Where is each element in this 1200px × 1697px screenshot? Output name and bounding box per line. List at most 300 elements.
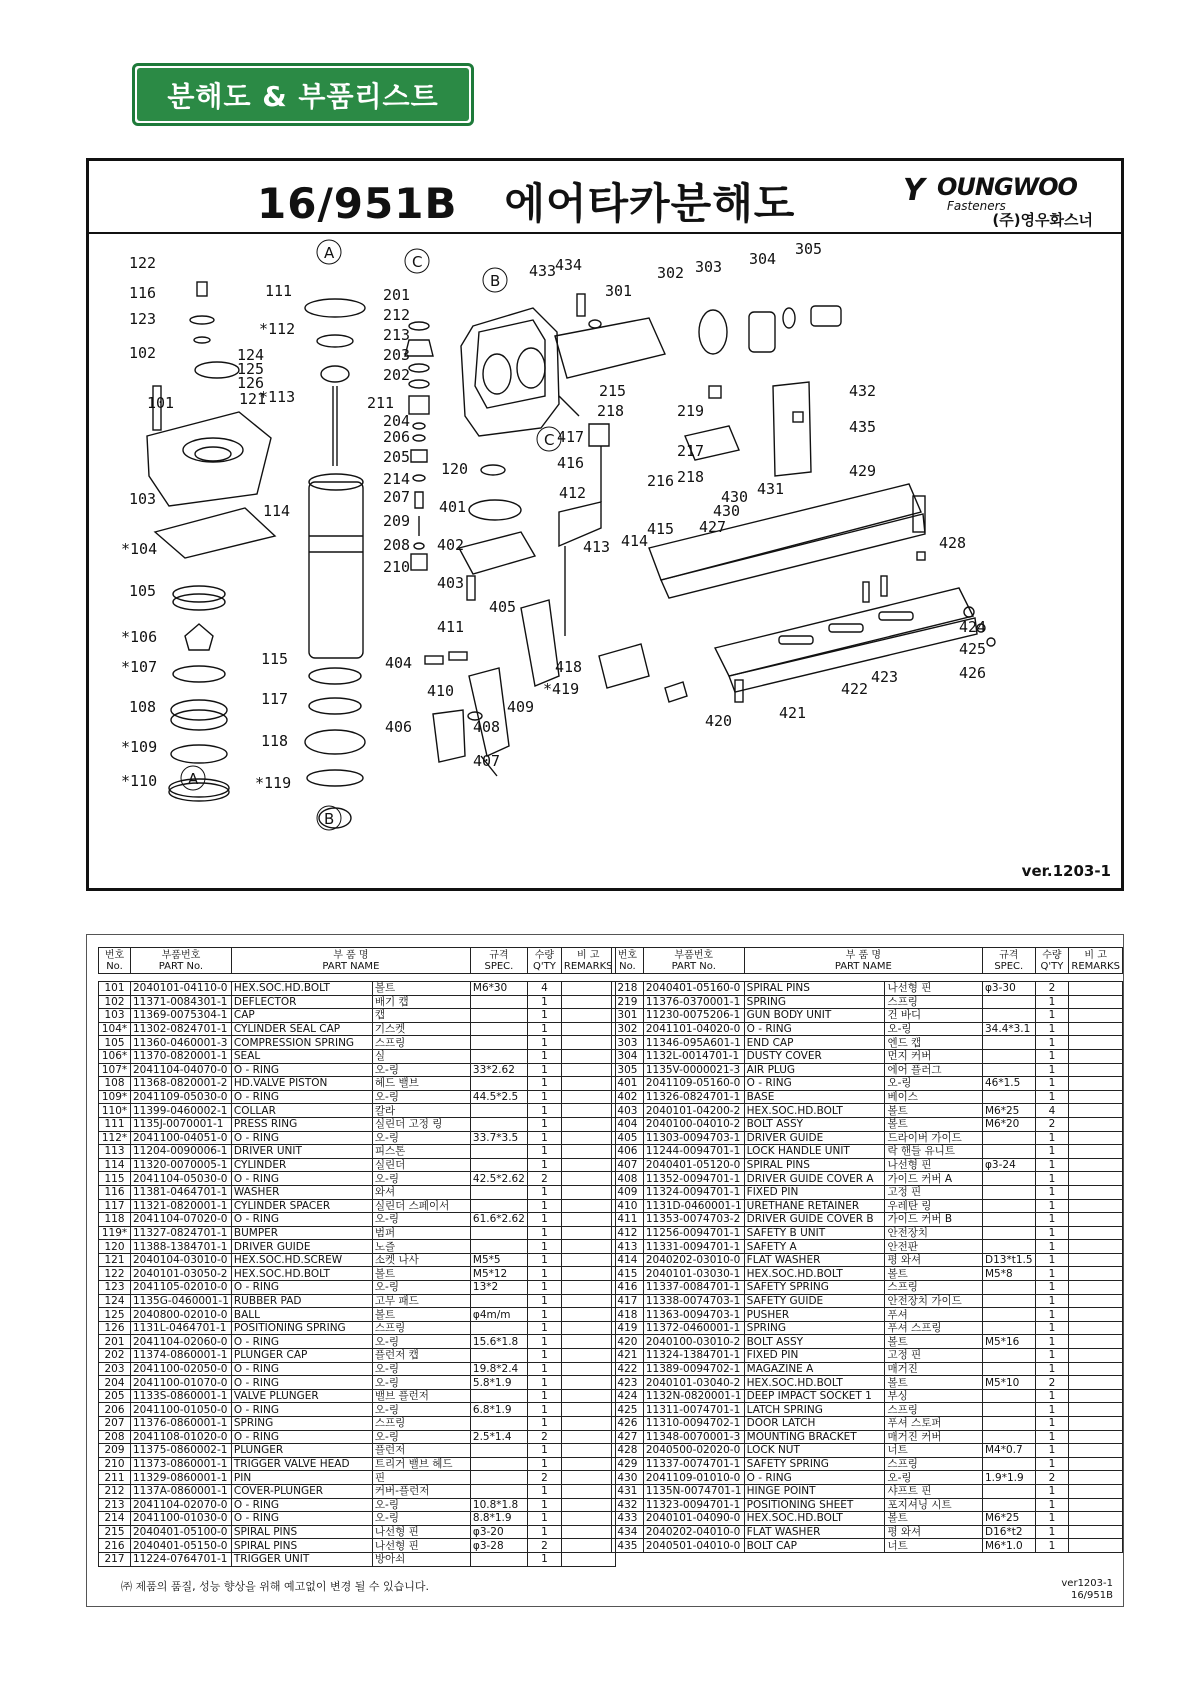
table-cell: 215 [99, 1525, 131, 1539]
table-cell: 405 [612, 1131, 644, 1145]
table-cell: SPIRAL PINS [744, 1158, 885, 1172]
section-badge-label: 분해도 & 부품리스트 [137, 68, 469, 121]
table-cell: 1 [527, 1403, 561, 1417]
table-cell: 샤프트 핀 [885, 1484, 983, 1498]
table-cell: 1 [1035, 1213, 1069, 1227]
table-cell: 2 [527, 1172, 561, 1186]
table-cell: 오-링 [372, 1335, 470, 1349]
header-qty: 수량 Q'TY [1035, 948, 1069, 974]
table-cell [561, 1362, 615, 1376]
table-row [99, 1539, 616, 1553]
table-cell: 11326-0824701-1 [643, 1090, 744, 1104]
table-cell: 실린더 [372, 1158, 470, 1172]
table-cell [1069, 982, 1123, 996]
table-row [99, 1349, 616, 1363]
table-cell [470, 1484, 527, 1498]
table-cell [561, 1308, 615, 1322]
svg-text:B: B [324, 810, 335, 828]
table-cell: 416 [612, 1281, 644, 1295]
table-cell [1069, 1240, 1123, 1254]
table-cell: 2 [1035, 1471, 1069, 1485]
table-cell: 1 [527, 995, 561, 1009]
table-cell: AIR PLUG [744, 1063, 885, 1077]
table-cell: 11329-0860001-1 [131, 1471, 232, 1485]
table-row [612, 1253, 1123, 1267]
logo-korean: (주)영우화스너 [992, 211, 1093, 229]
table-row [612, 1226, 1123, 1240]
table-cell: DRIVER GUIDE [744, 1131, 885, 1145]
table-cell: 435 [612, 1539, 644, 1553]
table-cell: 1131L-0464701-1 [131, 1321, 232, 1335]
table-cell [561, 1376, 615, 1390]
callout-number: 122 [129, 254, 157, 272]
table-cell: O - RING [231, 1430, 372, 1444]
table-cell: 1 [527, 1158, 561, 1172]
table-cell: M6*25 [983, 1512, 1036, 1526]
header-remarks: 비 고 REMARKS [561, 948, 615, 974]
table-cell: PUSHER [744, 1308, 885, 1322]
table-row [612, 1376, 1123, 1390]
table-cell [983, 1389, 1036, 1403]
callout-number: *113 [259, 388, 296, 406]
table-cell: 11388-1384701-1 [131, 1240, 232, 1254]
table-cell: 1 [1035, 1430, 1069, 1444]
table-header-row [612, 948, 1123, 974]
table-cell: 119* [99, 1226, 131, 1240]
callout-number: 214 [383, 470, 411, 488]
table-cell: 실린더 스페이서 [372, 1199, 470, 1213]
table-cell: 나선형 핀 [372, 1539, 470, 1553]
callout-number: 219 [677, 402, 705, 420]
table-cell: 4 [1035, 1104, 1069, 1118]
table-cell: 2041109-05160-0 [643, 1077, 744, 1091]
header-no: 번호 No. [99, 948, 131, 974]
table-cell: GUN BODY UNIT [744, 1009, 885, 1023]
table-cell [561, 995, 615, 1009]
callout-number: 408 [473, 718, 501, 736]
table-cell: 2040101-04200-2 [643, 1104, 744, 1118]
table-row [99, 1294, 616, 1308]
table-row [99, 1240, 616, 1254]
table-cell: 430 [612, 1471, 644, 1485]
callout-number: 114 [263, 502, 291, 520]
table-cell: 1 [1035, 1077, 1069, 1091]
table-cell: 11370-0820001-1 [131, 1049, 232, 1063]
table-cell [470, 1158, 527, 1172]
table-cell: 121 [99, 1253, 131, 1267]
table-row [612, 1063, 1123, 1077]
table-cell: 먼지 커버 [885, 1049, 983, 1063]
table-row [612, 1349, 1123, 1363]
table-cell: 10.8*1.8 [470, 1498, 527, 1512]
table-cell: 실 [372, 1049, 470, 1063]
callout-number: 202 [383, 366, 411, 384]
table-cell [1069, 1158, 1123, 1172]
table-cell: 422 [612, 1362, 644, 1376]
table-cell: 1 [1035, 1199, 1069, 1213]
table-cell [561, 1512, 615, 1526]
table-cell: 1 [1035, 1158, 1069, 1172]
callout-number: 117 [261, 690, 289, 708]
table-cell: FLAT WASHER [744, 1525, 885, 1539]
table-cell: 11348-0070001-3 [643, 1430, 744, 1444]
table-cell: 402 [612, 1090, 644, 1104]
table-cell [983, 1090, 1036, 1104]
svg-text:A: A [324, 244, 335, 262]
table-cell: 기스켓 [372, 1022, 470, 1036]
callout-number: 124 [237, 346, 265, 364]
table-cell [1069, 1321, 1123, 1335]
table-cell: DUSTY COVER [744, 1049, 885, 1063]
table-cell: 오-링 [372, 1376, 470, 1390]
table-cell [470, 1444, 527, 1458]
table-cell: 1 [1035, 1036, 1069, 1050]
table-cell: 1135V-0000021-3 [643, 1063, 744, 1077]
table-cell: 핀 [372, 1471, 470, 1485]
table-cell: RUBBER PAD [231, 1294, 372, 1308]
table-row [612, 1512, 1123, 1526]
table-cell: CYLINDER SEAL CAP [231, 1022, 372, 1036]
table-row [612, 1539, 1123, 1553]
table-cell: 210 [99, 1457, 131, 1471]
table-cell: 11376-0370001-1 [643, 995, 744, 1009]
table-cell: 고정 핀 [885, 1185, 983, 1199]
table-cell: 오-링 [372, 1172, 470, 1186]
table-cell: O - RING [231, 1376, 372, 1390]
table-cell: 1135N-0074701-1 [643, 1484, 744, 1498]
callout-number: 413 [583, 538, 611, 556]
table-cell: 1 [1035, 1308, 1069, 1322]
table-cell: 오-링 [372, 1213, 470, 1227]
table-cell: HEX.SOC.HD.SCREW [231, 1253, 372, 1267]
table-cell: 1 [1035, 1484, 1069, 1498]
table-cell: 112* [99, 1131, 131, 1145]
table-row [99, 1077, 616, 1091]
table-cell: 1 [527, 1525, 561, 1539]
table-cell: 1 [1035, 1389, 1069, 1403]
table-cell: 1 [1035, 1294, 1069, 1308]
callout-number: *119 [255, 774, 292, 792]
table-cell [1069, 1376, 1123, 1390]
table-cell [561, 1335, 615, 1349]
table-cell: 304 [612, 1049, 644, 1063]
table-cell [1069, 1199, 1123, 1213]
table-cell: 1 [1035, 1090, 1069, 1104]
callout-number: 101 [147, 394, 175, 412]
header-qty: 수량 Q'TY [527, 948, 561, 974]
table-cell: 오-링 [372, 1498, 470, 1512]
table-cell: 오-링 [885, 1022, 983, 1036]
table-row [612, 1185, 1123, 1199]
callout-number: 412 [559, 484, 587, 502]
table-cell: 108 [99, 1077, 131, 1091]
table-cell [561, 1430, 615, 1444]
table-cell: 1 [1035, 1022, 1069, 1036]
svg-text:B: B [490, 272, 501, 290]
table-cell: 볼트 [885, 1512, 983, 1526]
table-cell: 오-링 [372, 1403, 470, 1417]
table-row [612, 1240, 1123, 1254]
table-cell: 201 [99, 1335, 131, 1349]
table-cell: O - RING [744, 1022, 885, 1036]
table-cell: PRESS RING [231, 1117, 372, 1131]
table-cell: 305 [612, 1063, 644, 1077]
table-row [612, 982, 1123, 996]
callout-number: 203 [383, 346, 411, 364]
table-cell: CYLINDER SPACER [231, 1199, 372, 1213]
callout-number: 210 [383, 558, 411, 576]
table-cell [470, 1349, 527, 1363]
table-cell: BUMPER [231, 1226, 372, 1240]
diagram-title: 16/951B 에어타카분해도 [257, 179, 796, 228]
logo-mark: Y [903, 173, 925, 208]
table-cell: 2040101-04090-0 [643, 1512, 744, 1526]
table-cell: FIXED PIN [744, 1349, 885, 1363]
table-cell: 2040100-03010-2 [643, 1335, 744, 1349]
callout-number: 421 [779, 704, 807, 722]
table-cell: 124 [99, 1294, 131, 1308]
table-cell: 2040501-04010-0 [643, 1539, 744, 1553]
table-cell: 420 [612, 1335, 644, 1349]
table-cell: LATCH SPRING [744, 1403, 885, 1417]
table-row [612, 1308, 1123, 1322]
table-cell: 2041101-04020-0 [643, 1022, 744, 1036]
table-row [99, 1498, 616, 1512]
table-cell: 419 [612, 1321, 644, 1335]
callout-number: 212 [383, 306, 411, 324]
table-cell: 1 [1035, 1253, 1069, 1267]
table-cell [470, 1117, 527, 1131]
table-row [612, 1213, 1123, 1227]
table-cell: 매거진 [885, 1362, 983, 1376]
table-cell: 2040202-03010-0 [643, 1253, 744, 1267]
table-cell: 안전장치 [885, 1226, 983, 1240]
diagram-title-row [89, 161, 1121, 234]
table-cell: 너트 [885, 1444, 983, 1458]
table-cell: O - RING [231, 1403, 372, 1417]
table-cell: 1 [1035, 1145, 1069, 1159]
table-row [612, 1104, 1123, 1118]
table-cell [1069, 1457, 1123, 1471]
table-cell: φ3-24 [983, 1158, 1036, 1172]
table-cell: 11323-0094701-1 [643, 1498, 744, 1512]
table-cell: CYLINDER [231, 1158, 372, 1172]
table-row [99, 1104, 616, 1118]
table-cell: 19.8*2.4 [470, 1362, 527, 1376]
table-row [99, 1430, 616, 1444]
table-cell [983, 1185, 1036, 1199]
table-row [612, 1036, 1123, 1050]
table-cell: 202 [99, 1349, 131, 1363]
table-cell: 205 [99, 1389, 131, 1403]
table-row [99, 1484, 616, 1498]
diagram-version: ver.1203-1 [1021, 862, 1111, 880]
callout-number: 417 [557, 428, 585, 446]
callout-number: 217 [677, 442, 705, 460]
table-cell: 11374-0860001-1 [131, 1349, 232, 1363]
table-row [612, 1403, 1123, 1417]
table-cell [1069, 1077, 1123, 1091]
callout-number: 404 [385, 654, 413, 672]
callout-number: 102 [129, 344, 157, 362]
table-cell [561, 1471, 615, 1485]
table-cell: 1 [527, 1240, 561, 1254]
table-cell: 엔드 캡 [885, 1036, 983, 1050]
table-cell: 2 [527, 1430, 561, 1444]
exploded-view-drawing [89, 236, 1121, 888]
table-cell: 413 [612, 1240, 644, 1254]
table-cell [561, 1022, 615, 1036]
table-cell: 캡 [372, 1009, 470, 1023]
table-cell: 2040104-03010-0 [131, 1253, 232, 1267]
table-cell: 11338-0074703-1 [643, 1294, 744, 1308]
table-cell: 409 [612, 1185, 644, 1199]
table-cell: DEEP IMPACT SOCKET 1 [744, 1389, 885, 1403]
table-cell: 414 [612, 1253, 644, 1267]
table-cell: O - RING [231, 1063, 372, 1077]
table-cell: SAFETY GUIDE [744, 1294, 885, 1308]
table-cell: 11224-0764701-1 [131, 1552, 232, 1566]
callout-number: 430 [713, 502, 741, 520]
callout-number: *109 [121, 738, 158, 756]
table-cell: 214 [99, 1512, 131, 1526]
table-cell [561, 1389, 615, 1403]
table-cell: 115 [99, 1172, 131, 1186]
table-cell: 1135G-0460001-1 [131, 1294, 232, 1308]
table-row [612, 1389, 1123, 1403]
callout-number: 434 [555, 256, 583, 274]
table-cell: 오-링 [372, 1362, 470, 1376]
table-cell: M5*10 [983, 1376, 1036, 1390]
table-cell: 오-링 [372, 1131, 470, 1145]
callout-number: 215 [599, 382, 627, 400]
table-cell: 스프링 [885, 1457, 983, 1471]
callout-number: 433 [529, 262, 557, 280]
callout-number: 428 [939, 534, 967, 552]
table-cell [1069, 995, 1123, 1009]
table-row [612, 1430, 1123, 1444]
table-cell [983, 1036, 1036, 1050]
table-cell: 2041109-01010-0 [643, 1471, 744, 1485]
table-cell: 1.9*1.9 [983, 1471, 1036, 1485]
table-cell: 425 [612, 1403, 644, 1417]
callout-number: 431 [757, 480, 785, 498]
table-cell: 11320-0070005-1 [131, 1158, 232, 1172]
table-cell: MOUNTING BRACKET [744, 1430, 885, 1444]
callout-number: 216 [647, 472, 675, 490]
table-cell: 스프링 [372, 1321, 470, 1335]
table-cell [561, 1104, 615, 1118]
table-cell: 11375-0860002-1 [131, 1444, 232, 1458]
table-cell [1069, 1267, 1123, 1281]
table-cell: 206 [99, 1403, 131, 1417]
table-cell: 11311-0074701-1 [643, 1403, 744, 1417]
table-cell [983, 1199, 1036, 1213]
table-cell: 1 [527, 1362, 561, 1376]
table-cell: 2 [1035, 1376, 1069, 1390]
table-cell: 포지셔닝 시트 [885, 1498, 983, 1512]
table-cell [470, 1321, 527, 1335]
table-cell [1069, 1417, 1123, 1431]
table-cell: MAGAZINE A [744, 1362, 885, 1376]
table-cell: 2.5*1.4 [470, 1430, 527, 1444]
table-cell: TRIGGER VALVE HEAD [231, 1457, 372, 1471]
table-cell: M5*16 [983, 1335, 1036, 1349]
table-cell [561, 1349, 615, 1363]
table-cell: M6*25 [983, 1104, 1036, 1118]
table-cell [1069, 1049, 1123, 1063]
table-row [99, 1267, 616, 1281]
table-cell: 1 [1035, 1009, 1069, 1023]
table-cell: SPIRAL PINS [231, 1539, 372, 1553]
table-cell: 11337-0084701-1 [643, 1281, 744, 1295]
table-cell: 11363-0094703-1 [643, 1308, 744, 1322]
table-cell: 볼트 [372, 1267, 470, 1281]
table-cell: 1 [1035, 1240, 1069, 1254]
callout-number: *112 [259, 320, 296, 338]
table-cell: 114 [99, 1158, 131, 1172]
table-cell: M6*30 [470, 982, 527, 996]
table-cell: 11324-1384701-1 [643, 1349, 744, 1363]
table-cell: 나선형 핀 [372, 1525, 470, 1539]
table-cell [561, 1199, 615, 1213]
table-row [612, 1457, 1123, 1471]
table-cell [1069, 1512, 1123, 1526]
table-cell: LOCK NUT [744, 1444, 885, 1458]
table-cell [983, 1226, 1036, 1240]
table-cell: 1 [1035, 1403, 1069, 1417]
table-cell: 11337-0074701-1 [643, 1457, 744, 1471]
table-cell [1069, 1213, 1123, 1227]
table-row [612, 1484, 1123, 1498]
table-cell: DRIVER UNIT [231, 1145, 372, 1159]
table-cell: 111 [99, 1117, 131, 1131]
table-cell: 1 [527, 1484, 561, 1498]
table-cell: 434 [612, 1525, 644, 1539]
table-cell: 1 [527, 1444, 561, 1458]
table-cell: 46*1.5 [983, 1077, 1036, 1091]
table-cell: 33*2.62 [470, 1063, 527, 1077]
table-cell: 106* [99, 1049, 131, 1063]
table-cell: M5*5 [470, 1253, 527, 1267]
callout-number: 432 [849, 382, 877, 400]
table-cell: 오-링 [372, 1512, 470, 1526]
table-cell [1069, 1226, 1123, 1240]
table-cell: 2041100-04051-0 [131, 1131, 232, 1145]
table-cell: 1131D-0460001-1 [643, 1199, 744, 1213]
table-cell [1069, 1036, 1123, 1050]
table-cell: 11303-0094703-1 [643, 1131, 744, 1145]
callout-number: 208 [383, 536, 411, 554]
table-cell: 6.8*1.9 [470, 1403, 527, 1417]
table-cell [561, 1457, 615, 1471]
callout-number: 425 [959, 640, 987, 658]
table-cell: 11371-0084301-1 [131, 995, 232, 1009]
table-cell [561, 1294, 615, 1308]
callout-number: 121 [239, 390, 267, 408]
table-row [99, 1253, 616, 1267]
table-cell: 1 [527, 1199, 561, 1213]
table-cell: WASHER [231, 1185, 372, 1199]
table-cell: 락 핸들 유니트 [885, 1145, 983, 1159]
table-cell [983, 1131, 1036, 1145]
table-cell: 207 [99, 1417, 131, 1431]
table-cell: 213 [99, 1498, 131, 1512]
callout-number: 409 [507, 698, 535, 716]
table-cell: HEX.SOC.HD.BOLT [744, 1376, 885, 1390]
table-cell: 1132N-0820001-1 [643, 1389, 744, 1403]
table-cell: O - RING [231, 1362, 372, 1376]
